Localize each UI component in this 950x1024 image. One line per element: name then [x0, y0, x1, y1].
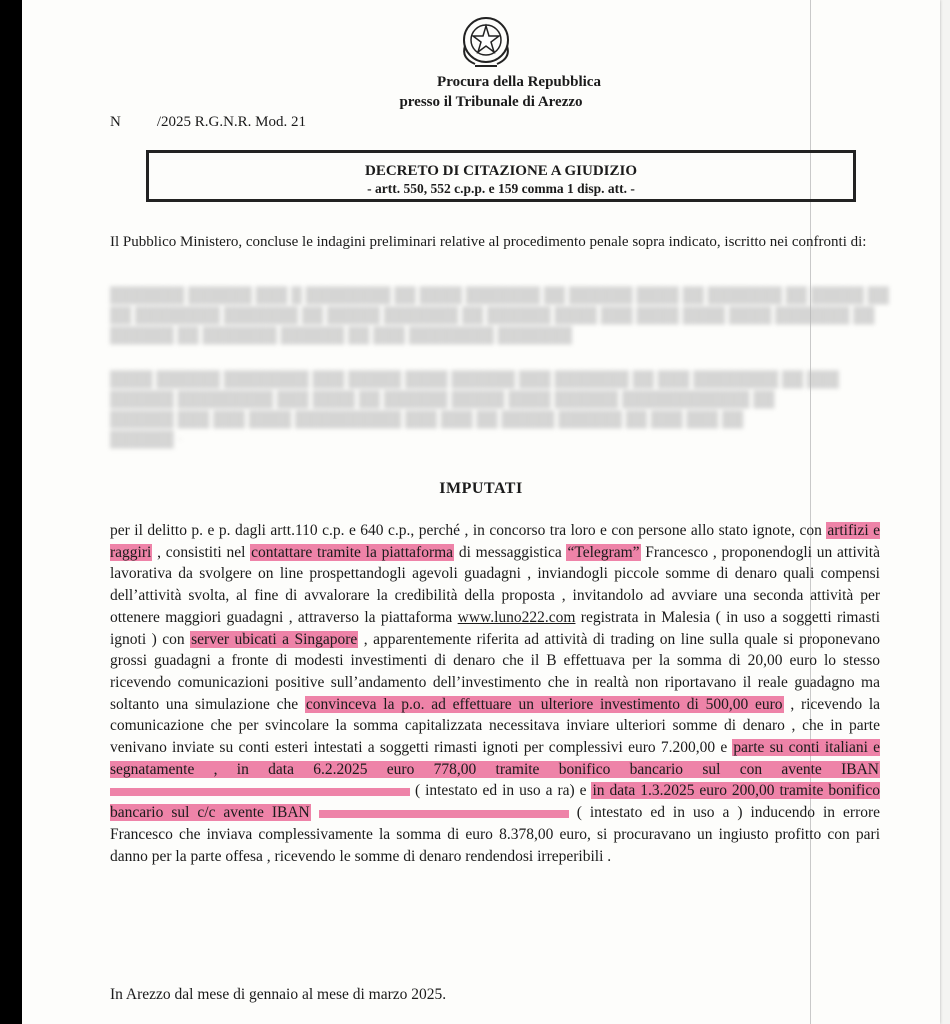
- italian-republic-emblem-icon: [457, 12, 515, 72]
- charge-text-2: , consistiti nel: [152, 543, 251, 561]
- charge-text-1: per il delitto p. e p. dagli artt.110 c.p. e 640 c.p., perché , in concorso tra loro e con persone allo stato ignote, con: [110, 522, 827, 539]
- highlight-conti-italiani: parte su conti italiani e segnatamente , in data 6.2.2025 euro 778,00 tramite bonifico bancario sul con avente IBAN: [110, 739, 880, 778]
- office-name: Procura della Repubblica: [437, 74, 601, 90]
- redacted-iban-1: [110, 788, 410, 796]
- document-page: [22, 0, 940, 1024]
- scan-border: [0, 0, 22, 1024]
- highlight-artifizi: artifizi e raggiri: [110, 522, 880, 561]
- court-name: presso il Tribunale di Arezzo: [399, 94, 583, 110]
- protocol-code: /2025 R.G.N.R. Mod. 21: [156, 114, 307, 130]
- section-title-imputati: IMPUTATI: [439, 480, 523, 497]
- protocol-prefix: N: [110, 114, 121, 130]
- highlight-contattare: contattare tramite la piattaforma: [251, 543, 454, 561]
- charge-text-5: registrata in Malesia ( in uso a soggetti rimasti ignoti ) con: [110, 608, 881, 648]
- platform-link[interactable]: www.luno222.com: [457, 608, 576, 626]
- charge-text-3: di messaggistica: [454, 543, 567, 561]
- charge-text-6: , apparentemente riferita ad attività di trading on line sulla quale si proponevano grossi guadagni a fronte di modesti investimenti di denaro che il B effettuava per la somma di 20,00 euro lo stesso ricevendo comunicazioni positive sull’andamento dell’investimento che in realtà non riportavano il reale guadagno ma soltanto una simulazione che: [110, 630, 880, 713]
- highlight-server: server ubicati a Singapore: [191, 630, 358, 648]
- highlight-bonifico-2: in data 1.3.2025 euro 200,00 tramite bonifico bancario sul c/c avente IBAN: [110, 782, 880, 822]
- highlight-telegram: “Telegram”: [567, 543, 640, 561]
- charge-paragraph: [110, 520, 880, 867]
- decree-articles: - artt. 550, 552 c.p.p. e 159 comma 1 disp. att. -: [367, 181, 635, 196]
- decree-title-box: [146, 150, 856, 202]
- place-date: In Arezzo dal mese di gennaio al mese di marzo 2025.: [110, 986, 447, 1003]
- charge-text-4: Francesco , proponendogli un attività lavorativa da svolgere on line prospettandogli agevoli guadagni , inviandogli piccole somme di denaro quali compensi dell’attività svolta, al fine di avvalorare la credibilità della proposta , invitandolo ad avviare una seconda attività per ottenere maggiori guadagni , attraverso la piattaforma: [110, 543, 880, 626]
- charge-text-9: ( intestato ed in uso a ) inducendo in errore Francesco che inviava complessivamente la somma di euro 8.378,00 euro, si procuravano un ingiusto profitto con pari danno per la parte offesa , ricevendo le somme di denaro rendendosi irreperibili .: [110, 804, 881, 865]
- redacted-defendant-2: ████ ██████ ████████ ███ █████ ████ ██████ ███ ███████ ██ ███ ████████ ██ ███ ██████ █████████ ███ ████ ██ ██████ █████ ████ ██████ ████████████ ██ ██████ ███ ███ ████ ██████████ ███ ███ ██ █████ ██████ ██ ███ ███ ██ ██████ ·: [110, 372, 839, 448]
- intro-paragraph: Il Pubblico Ministero, concluse le indagini preliminari relative al procedimento penale sopra indicato, iscritto nei confronti di:: [110, 234, 867, 250]
- redacted-iban-2: [319, 810, 569, 818]
- charge-text-7: , ricevendo la comunicazione che per svincolare la somma capitalizzata necessitava inviare ulteriori somme di denaro , che in parte venivano inviate su conti esteri intestati a soggetti rimasti ignoti per complessivi euro 7.200,00 e: [110, 695, 881, 757]
- highlight-investimento: convinceva la p.o. ad effettuare un ulteriore investimento di 500,00 euro: [305, 695, 783, 713]
- protocol-number: [110, 114, 306, 131]
- redacted-defendant-1: ███████ ██████ ███ █ ████████ ██ ████ ███████ ██ ██████ ████ ██ ███████ ██ █████ ██ ██ ████████ ███████ ██ █████ ███████ ██ ██████ ████ ███ ████ ████ ████ ███████ ██ ██████ ██ ███████ ██████ ██ ███ ████████ ███████: [110, 288, 889, 344]
- decree-title: DECRETO DI CITAZIONE A GIUDIZIO: [364, 163, 637, 179]
- charge-text-8: ( intestato ed in uso a ra) e: [410, 782, 592, 800]
